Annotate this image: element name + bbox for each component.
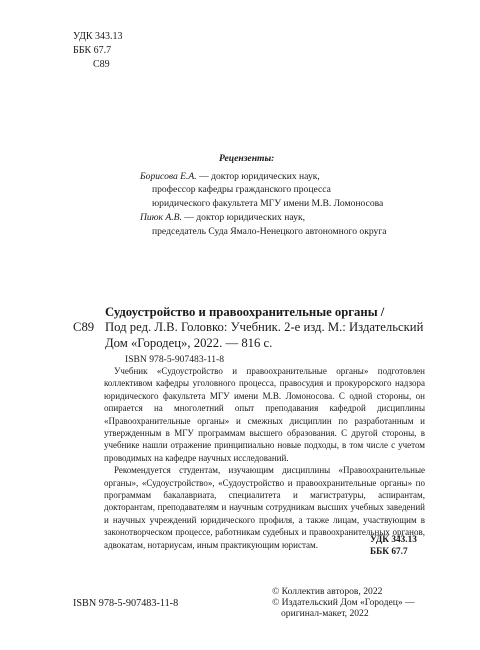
copyright-publisher: © Издательский Дом «Городец» —	[272, 597, 415, 609]
bbk-code: ББК 67.7	[73, 45, 112, 56]
annotation-paragraph: Учебник «Судоустройство и правоохранительные органы» подготовлен коллективом кафедры уголовного процесса, правосудия и прокурорского надзора юридического факультета МГУ имени М.В. Ломоносова. С одной стороны, он опирается на многолетний опыт преподавания кафедрой дисциплины «Правоохранительные органы» и смежных дисциплин по разработанным и утвержденным в МГУ программам высшего образования. С другой стороны, в учебнике нашли отражение принципиально новые подходы, в том числе с учетом проводимых на кафедре научных исследований.	[104, 366, 425, 463]
book-title: Судоустройство и правоохранительные органы /	[105, 305, 385, 319]
catalog-mark: С89	[73, 320, 95, 334]
reviewer-position: председатель Суда Ямало-Ненецкого автономного округа	[152, 225, 387, 237]
copyright-block	[272, 586, 415, 620]
reviewer-degree: — доктор юридических наук,	[181, 211, 306, 223]
copyright-authors: © Коллектив авторов, 2022	[272, 586, 383, 597]
book-imprint-cont: Дом «Городец», 2022. — 816 с.	[105, 335, 273, 350]
reviewer-name: Пиюк А.В.	[140, 211, 182, 223]
bbk-code-bottom: ББК 67.7	[370, 547, 408, 557]
udk-code-bottom: УДК 343.13	[370, 535, 417, 545]
annotation-paragraph: Рекомендуется студентам, изучающим дисциплины «Правоохранительные органы», «Судоустройство», «Судоустройство и правоохранительные органы» по программам бакалавриата, специалитета и магистратуры, аспирантам, докторантам, преподавателям и научным сотрудникам высших учебных заведений и научных учреждений юридического профиля, а также лицам, участвующим в законотворческом процессе, работникам судебных и правоохранительных органов, адвокатам, нотариусам, иным практикующим юристам.	[104, 465, 425, 550]
copyright-layout: оригинал-макет, 2022	[281, 608, 369, 620]
book-isbn: ISBN 978-5-907483-11-8	[125, 353, 225, 365]
reviewer-affiliation: юридического факультета МГУ имени М.В. Ломоносова	[152, 198, 384, 210]
author-mark: С89	[93, 59, 110, 70]
reviewer-position: профессор кафедры гражданского процесса	[152, 184, 331, 196]
udk-code: УДК 343.13	[73, 31, 123, 42]
reviewer-entry	[140, 170, 440, 184]
reviewers-block	[140, 152, 440, 238]
annotation	[104, 365, 425, 551]
reviewer-degree: — доктор юридических наук,	[196, 170, 320, 182]
reviewers-heading: Рецензенты:	[219, 153, 275, 164]
footer-isbn: ISBN 978-5-907483-11-8	[73, 598, 179, 609]
reviewer-entry	[140, 211, 440, 225]
book-imprint: Под ред. Л.В. Головко: Учебник. 2-е изд. М.: Издательский	[105, 320, 424, 335]
catalog-entry	[105, 305, 427, 367]
reviewer-name: Борисова Е.А.	[140, 170, 197, 182]
